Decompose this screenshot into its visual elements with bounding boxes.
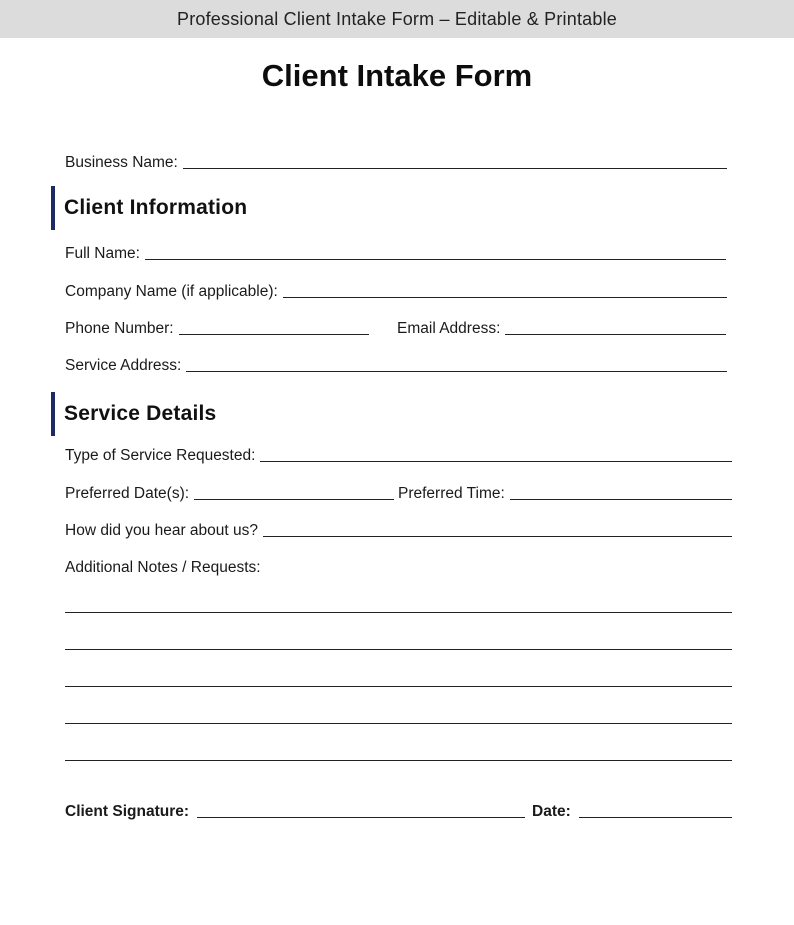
referral-row [65,518,732,540]
service-address-field[interactable] [186,371,727,372]
service-type-row [65,443,732,465]
email-address-label: Email Address: [397,320,501,337]
full-name-field[interactable] [145,259,726,260]
email-address-row [397,316,726,338]
service-address-row [65,353,727,375]
date-row [532,799,732,821]
business-name-row [65,150,727,172]
client-information-section-header [51,186,247,230]
business-name-field[interactable] [183,168,727,169]
email-address-field[interactable] [505,334,726,335]
phone-number-label: Phone Number: [65,320,174,337]
banner: Professional Client Intake Form – Editable & Printable [0,0,794,38]
section-accent-bar [51,392,55,436]
phone-number-field[interactable] [179,334,369,335]
service-address-label: Service Address: [65,357,182,374]
company-name-row [65,279,727,301]
company-name-label: Company Name (if applicable): [65,283,278,300]
notes-line[interactable] [65,612,732,613]
preferred-dates-row [65,481,394,503]
notes-line[interactable] [65,760,732,761]
client-signature-field[interactable] [197,817,525,818]
service-details-section-header [51,392,216,436]
date-label: Date: [532,803,571,820]
preferred-time-row [398,481,732,503]
preferred-dates-field[interactable] [194,499,394,500]
business-name-label: Business Name: [65,154,178,171]
notes-line[interactable] [65,723,732,724]
preferred-time-label: Preferred Time: [398,485,505,502]
client-signature-row [65,799,525,821]
form-title: Client Intake Form [261,58,533,93]
preferred-time-field[interactable] [510,499,732,500]
full-name-row [65,241,726,263]
preferred-dates-label: Preferred Date(s): [65,485,190,502]
full-name-label: Full Name: [65,245,140,262]
notes-label-row [65,555,732,577]
notes-label: Additional Notes / Requests: [65,559,261,576]
client-information-heading: Client Information [64,196,248,219]
date-field[interactable] [579,817,732,818]
notes-line[interactable] [65,649,732,650]
service-type-label: Type of Service Requested: [65,447,256,464]
notes-line[interactable] [65,686,732,687]
referral-field[interactable] [263,536,732,537]
service-type-field[interactable] [260,461,732,462]
phone-number-row [65,316,369,338]
service-details-heading: Service Details [64,402,217,425]
section-accent-bar [51,186,55,230]
referral-label: How did you hear about us? [65,522,259,539]
company-name-field[interactable] [283,297,727,298]
client-signature-label: Client Signature: [65,803,190,820]
